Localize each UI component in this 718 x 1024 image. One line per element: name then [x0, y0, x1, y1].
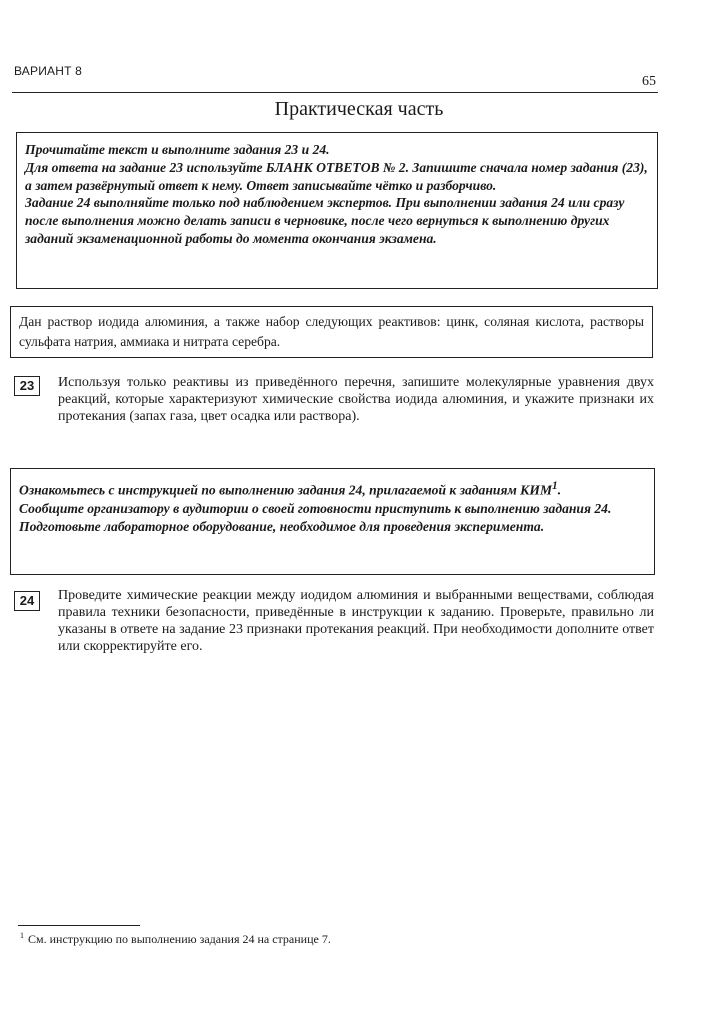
experiment-instructions-box — [10, 468, 655, 575]
task-number-24: 24 — [14, 591, 40, 611]
task-23-text: Используя только реактивы из приведённого перечня, запишите молекулярные уравнения двух реакций, которые характеризуют химические свойства иодида алюминия, и укажите признаки их протекания (запах газа, цвет осадка или раствора). — [58, 375, 654, 424]
given-reagents-box — [10, 306, 653, 358]
experiment-instruction-line — [19, 477, 646, 500]
task-number-23: 23 — [14, 376, 40, 396]
experiment-instruction-line: Сообщите организатору в аудитории о своей готовности приступить к выполнению задания 24. — [19, 500, 612, 516]
task-24-text: Проведите химические реакции между иодидом алюминия и выбранными веществами, соблюдая правила техники безопасности, приведённые в инструкции к заданию. Проверьте, правильно ли указаны в ответе на задание 23 признаки протекания реакций. При необходимости дополните ответ или скорректируйте его. — [58, 588, 654, 654]
footnote-divider — [18, 925, 140, 926]
footnote-number: 1 — [20, 931, 24, 940]
experiment-instruction-line: Подготовьте лабораторное оборудование, необходимое для проведения эксперимента. — [19, 518, 545, 534]
section-title: Практическая часть — [274, 98, 444, 120]
instructions-box — [16, 132, 658, 289]
footnote-marker: 1 — [552, 480, 558, 492]
header-divider — [12, 92, 658, 93]
instruction-text: Ознакомьтесь с инструкцией по выполнению задания 24, прилагаемой к заданиям КИМ — [19, 482, 553, 498]
footnote-text: См. инструкцию по выполнению задания 24 на странице 7. — [28, 932, 331, 946]
instruction-line: Прочитайте текст и выполните задания 23 и 24. — [25, 142, 330, 157]
page-number: 65 — [642, 74, 656, 89]
footnote — [20, 931, 331, 947]
instruction-period: . — [557, 482, 562, 498]
variant-label: ВАРИАНТ 8 — [14, 64, 83, 78]
given-reagents-text: Дан раствор иодида алюминия, а также набор следующих реактивов: цинк, соляная кислота, растворы сульфата натрия, аммиака и нитрата серебра. — [19, 314, 644, 349]
instruction-line: Для ответа на задание 23 используйте БЛАНК ОТВЕТОВ № 2. Запишите сначала номер задания (23), а затем развёрнутый ответ к нему. Ответ записывайте чётко и разборчиво. — [25, 159, 648, 193]
instruction-line: Задание 24 выполняйте только под наблюдением экспертов. При выполнении задания 24 или сразу после выполнения можно делать записи в черновике, после чего вернуться к выполнению других заданий экзаменационной работы до момента окончания экзамена. — [25, 195, 625, 246]
